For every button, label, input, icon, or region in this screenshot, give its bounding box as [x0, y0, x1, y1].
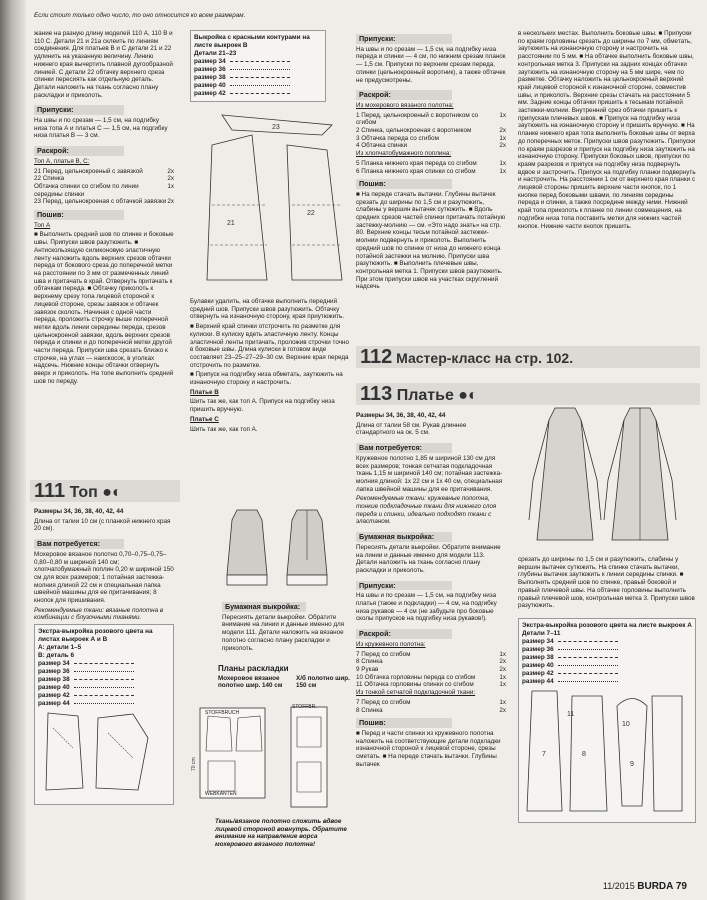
size-line: размер 36 — [522, 646, 692, 654]
layout-heading: Планы раскладки — [218, 664, 289, 673]
m113-need-heading: Вам потребуется: — [356, 443, 452, 453]
binding-shadow — [0, 0, 26, 900]
m113-cut-heading: Раскрой: — [356, 629, 452, 639]
column-1 — [34, 30, 174, 388]
m113-allow-heading: Припуски: — [356, 581, 452, 591]
m113-sew-text: ■ Перед и части спинки из кружевного полотна наложить на соответствующие детали подкладки изнаночной стороной к лицевой стороне, срезы сметать. ■ На переде стачать вытачки. Глубины вытачек — [356, 729, 501, 768]
m113-box-parts: Детали 7–11 — [522, 629, 561, 637]
m111-pattern-box — [34, 624, 174, 805]
m113-rec: Рекомендуемые ткани: кружевные полотна, тонкие подкладочные ткани для нижнего слоя переда и спинки, идеально подходят ткани с эластаном. — [356, 495, 497, 526]
model-111-banner: 111 Топ ●◐ — [30, 480, 180, 502]
m113-cut-sub1: Из кружевного полотна: — [356, 640, 426, 648]
col1-intro: жание на разную длину моделей 110 А, 110 В и 110 С. Детали 21 и 21а склеить по линиям соединения. Для платьев В и С детали 21 и 22 удлинить на указанную величину. Линию нижнего края вычертить плавной дугообразной линией. С детали 22 обтачку верхнего среза спинки пересиять как отдельную деталь. Детали наложить на ткань согласно плану раскладки и приколоть. — [34, 30, 173, 99]
m111-pattern-drawing — [38, 708, 168, 798]
col1-cut-heading: Раскрой: — [34, 146, 124, 156]
m113-length: Длина от талии 58 см. Рукав длиннее стандартного на ок. 5 см. — [356, 421, 467, 437]
m113-paper-heading: Бумажная выкройка: — [356, 532, 452, 542]
m113-sizes: Размеры 34, 36, 38, 40, 42, 44 — [356, 412, 446, 419]
cut-item: 21 Перед, цельнокроеный с завязкой 2x — [34, 167, 174, 175]
col4-text2: срезать до ширины по 1,5 см и разутюжить, слабины у вершин вытачек сутюжить. На спинке стачать вытачки, глубины вытачек заутюжить к линии середины спинки. ■ Выполнить средний шов по спинке, правый боковой и правый плечевой швы. На обтачке горловины выполнить правый плечевой шов, контрольная метка 3. Припуски швов разутюжить. — [518, 556, 695, 610]
layout-right-label: Х/б полотно шир. 150 см — [296, 674, 350, 690]
col2-text3: ■ Припуск на подгибку низа обметать, заутюжить на изнаночную сторону и настрочить. — [190, 371, 343, 387]
m113-sew-heading: Пошив: — [356, 718, 452, 728]
cut-item: 4 Обтачка спинки 2x — [356, 142, 506, 150]
size-line: размер 38 — [194, 74, 322, 82]
col2-text1: Булавки удалить, на обтачке выполнить передний средний шов. Припуски швов разутюжить. Обтачку отвернуть на изнаночную сторону, края приутюжить. — [190, 298, 345, 321]
col2-pattern-box: Выкройка с красными контурами на листе выкроек В Детали 21–23 размер 34 размер 36 размер 38 размер 40 размер 42 — [190, 30, 326, 102]
layout-note: Ткань/вязаное полотно сложить вдвое лицевой стороной вовнутрь. Обратите внимание на направление ворса мохерового вязаного полотна! — [215, 818, 347, 849]
m111-box-a: А: детали 1–5 — [38, 644, 82, 652]
svg-text:21: 21 — [227, 220, 235, 227]
dress-c-text: Шить так же, как топ А. — [190, 425, 258, 433]
label-webkanten: WEBKANTEN — [205, 791, 237, 797]
cut-item: 10 Обтачка горловины переда со сгибом 1x — [356, 673, 506, 681]
svg-text:10: 10 — [622, 720, 630, 728]
svg-text:9: 9 — [630, 760, 634, 768]
cut-item: 7 Перед со сгибом 1x — [356, 650, 506, 658]
svg-text:23: 23 — [272, 124, 280, 131]
footer-page-number: 79 — [675, 881, 687, 892]
size-line: размер 34 — [522, 638, 692, 646]
cut-item: Обтачка спинки со сгибом по линии середины спинки 1x — [34, 182, 174, 198]
size-line: размер 36 — [194, 66, 322, 74]
col3-sew-text: ■ На переде стачать вытачки. Глубины вытачек срезать до ширины по 1,5 см и разутюжить, слабины у вершин вытачек сутюжить. ■ Вдоль средних срезов частей спинки притачать потайную застежку-молнию — см. «Это надо знать» на стр. 80. Верхние концы тесьм потайной застежки-молнии подвернуть и приколоть. Выполнить средний шов по спинке от низа до нижнего конца потайной застежки на молнию. Припуски шва разутюжить. ■ Выполнить плечевые швы, контрольная метка 1. Припуски швов разутюжить. При этом припуски швов на участках скруглений надсечь — [356, 190, 506, 291]
size-line: размер 40 — [522, 662, 692, 670]
size-line: размер 42 — [194, 90, 322, 98]
cut-item: 8 Спинка 2x — [356, 706, 506, 714]
m111-need-text: Мохеровое вязаное полотно 0,70–0,75–0,75–0,80–0,80 м шириной 140 см; хлопчатобумажный поплин 0,20 м шириной 150 см для всех размеров; 1 потайная застежка-молния длиной 22 см и специальная лапка швейной машины для ее притачивания; 8 кнопок для пришивания. — [34, 550, 174, 605]
m111-sizes: Размеры 34, 36, 38, 40, 42, 44 — [34, 508, 124, 515]
cut-item: 22 Спинка 2x — [34, 175, 174, 183]
col1-allow-heading: Припуски: — [34, 105, 124, 115]
label-stoffbruch: STOFFBRUCH — [205, 710, 240, 716]
col1-sew-heading: Пошив: — [34, 210, 124, 220]
svg-text:70 cm: 70 cm — [191, 757, 197, 771]
column-4-text2 — [518, 556, 696, 823]
col1-cut-sub: Топ А, платья В, С: — [34, 157, 90, 165]
col3-cut-heading: Раскрой: — [356, 90, 452, 100]
svg-text:7: 7 — [542, 750, 546, 758]
size-line: размер 38 — [522, 654, 692, 662]
top-note: Если стоит только одно число, то оно относится ко всем размерам. — [34, 12, 246, 19]
cut-item: 8 Спинка 2x — [356, 658, 506, 666]
svg-text:22: 22 — [307, 210, 315, 217]
cut-item: 5 Планка нижнего края переда со сгибом 1x — [356, 159, 506, 167]
dress-c-heading: Платье С — [190, 415, 219, 423]
col3-allow-text: На швы и по срезам — 1,5 см, на подгибку низа переда и спинки — 4 см, по нижним срезам планок — 1,5 см. Припуски по верхним срезам переда, спинки (цельнокроеный воротник), а также обтачек не предусмотрены. — [356, 45, 506, 84]
pattern-drawing-21-23 — [192, 105, 352, 295]
cut-item: 9 Рукав 2x — [356, 665, 506, 673]
m113-cut-sub2: Из тонкой сетчатой подкладочной ткани: — [356, 689, 476, 697]
label-stoffbr: STOFFBR. — [292, 704, 317, 710]
model-112-banner: 112 Мастер-класс на стр. 102. — [356, 346, 700, 368]
cut-item: 11 Обтачка горловины спинки со сгибом 1x — [356, 681, 506, 689]
size-line: размер 34 — [38, 660, 170, 668]
size-line: размер 42 — [522, 670, 692, 678]
layout-left-label: Мохеровое вязаное полотно шир. 140 см — [218, 674, 283, 690]
cut-item: 7 Перед со сгибом 1x — [356, 698, 506, 706]
m113-need-text: Кружевное полотно 1,85 м шириной 130 см для всех размеров; тонкая сетчатая подкладочная ткань 1,15 м шириной 140 см; потайная застежка-молния длиной: 1х 22 см и 1х 40 см, специальная лапка швейной машины для ее притачивания. — [356, 454, 503, 493]
size-line: размер 40 — [194, 82, 322, 90]
m113-paper-text: Пересиять детали выкройки. Обратите внимание на линии и данные именно для модели 113. Детали наложить на ткань согласно плану раскладки и приколоть. — [356, 543, 501, 574]
model-113-banner: 113 Платье ●◐ — [356, 383, 700, 405]
m111-paper-block — [222, 598, 352, 654]
col3-cut-sub1: Из мохерового вязаного полотна: — [356, 101, 454, 109]
svg-text:11: 11 — [567, 710, 575, 718]
size-line: размер 38 — [38, 676, 170, 684]
cut-item: 6 Планка нижнего края спинки со сгибом 1x — [356, 167, 506, 175]
cut-item: 1 Перед, цельнокроеный с воротником со сгибом 1x — [356, 111, 506, 127]
m113-allow-text: На швы и по срезам — 1,5 см, на подгибку низа платья (также и подкладки) — 4 см, на подгибку низа рукавов — 4 см (не забудьте про боковые сколы припусков на подгибку низа рукавов!). — [356, 592, 497, 623]
top-111-illustration — [222, 505, 342, 595]
size-line: размер 36 — [38, 668, 170, 676]
col3-sew-heading: Пошив: — [356, 179, 452, 189]
size-line: размер 44 — [38, 700, 170, 708]
m111-paper-heading: Бумажная выкройка: — [222, 602, 306, 612]
m113-pattern-drawing — [522, 686, 687, 816]
dress-b-text: Шить так же, как топ А. Припуск на подгибку низа пришить вручную. — [190, 398, 335, 414]
m111-box-b: В: деталь 6 — [38, 652, 75, 660]
page-footer — [603, 881, 687, 892]
column-4 — [518, 30, 696, 232]
size-line: размер 34 — [194, 58, 322, 66]
dress-b-heading: Платье В — [190, 388, 219, 396]
column-2 — [190, 30, 350, 102]
col1-allow-text: На швы и по срезам — 1,5 см, на подгибку низа топа А и платья С — 1,5 см, на подгибку низа платья В — 3 см. — [34, 117, 168, 140]
m111-paper-text: Пересиять детали выкройки. Обратите внимание на линии и данные именно для модели 111. Детали наложить на вязаное полотно согласно плану раскладки и приколоть. — [222, 613, 345, 652]
layout-plans — [218, 665, 354, 692]
m111-rec: Рекомендуемые ткани: вязаные полотна в комбинации с блузочными тканями. — [34, 606, 164, 622]
footer-issue: 11/2015 — [602, 881, 635, 891]
dress-113-illustration — [515, 400, 695, 550]
size-line: размер 44 — [522, 678, 692, 686]
size-line: размер 40 — [38, 684, 170, 692]
footer-brand: BURDA — [637, 881, 674, 892]
col1-sew-sub: Топ А — [34, 221, 51, 229]
col2-text2: ■ Верхний край спинки отстрочить по разметке для кулиски. В кулиску вдеть эластичную ленту. Концы эластичной ленты притачать, проложив строчки точно в боковые швы. Длина кулиски в готовом виде составляет 23–25–27–29–30 см. Верхние края переда отстрочить по разметке. — [190, 323, 349, 369]
col4-text: в нескольких местах. Выполнить боковые швы. ■ Припуски по краям горловины срезать до ширины по 7 мм, обметать, заутюжить на изнаночную сторону и настрочить на расстоянии по 5 мм. ■ На обтачке выполнить боковые швы, контрольная метка 3. Припуски на задних концах обтачки заутюжить на изнаночную сторону на 5 мм шире, чем по разметке. Обтачку наложить на цельнокроеный верхний край лицевой стороной к изнаночной стороне, совместив швы, и приколоть. Верхние срезы стачать на расстоянии 5 мм. Задние концы обтачки пришить к тесьмам потайной застежки-молнии. Внутренний срез обтачки пришить к припускам плечевых швов. ■ Припуск на подгибку низа заутюжить на изнаночную сторону и пришить вручную. ■ На планке нижнего края топа выполнить боковые швы от верха до поперечных меток. Припуски швов разутюжить. Припуски по краям разрезов и припуск на подгибку низа заутюжить на изнаночную сторону. Припуски боковых швов, припуски по краям разрезов и припуск на подгибку низа подвернуть вдвое и застрочить. Припуск на подгибку планки подвернуть и настрочить. На расстоянии 1 см от верхнего края планки с лицевой стороны пришить верхние части кнопок, по 1 кнопке перед боковыми швами, по линиям середины переда и спинки, а также посредине между ними. Нижний край топа приколоть к планке по линии совмещения, на подгибке низа топа поставить метки для нижних частей кнопок. Нижние части кнопок пришить. — [518, 30, 696, 230]
m111-length: Длина от талии 10 см (с планкой нижнего края 20 см). — [34, 517, 171, 533]
col1-sew-text: ■ Выполнить средний шов по спинке и боковые швы. Припуски швов разутюжить. ■ Антискользящую силиконовую эластичную ленту наложить вдоль верхних срезов обтачки переда от бокового среза до поперечной метки на расстоянии по 3 мм от размеченных линий шва и притачать в край. Отвернуть притачать к обтачкам переда. ■ Обтачку приколоть к верхнему срезу топа лицевой стороной к лицевой стороне, срезы завязок и обтачек завязок сколоть. Начиная с одной части переда, проложить строчку выше поперечной метки вдоль линии середины переда, срезов цельнокроеной завязки, вдоль верхних срезов переда и спинки и до поперечной метки другой части переда. Припуски шва срезать близко к строчке, на углах — наискосок, в уголках надсечь. Нижние концы обтачки отвернуть вверх и приколоть. На топе выполнить средний шов по переду. — [34, 231, 174, 385]
m113-pattern-box — [518, 618, 696, 823]
column-3 — [356, 30, 506, 293]
model-111-info — [34, 508, 174, 805]
layout-diagram-cotton — [285, 702, 335, 812]
cut-item: 23 Перед, цельнокроеная с обтачкой завязки 2x — [34, 198, 174, 206]
col3-allow-heading: Припуски: — [356, 34, 452, 44]
cut-item: 2 Спинка, цельнокроеная с воротником 2x — [356, 127, 506, 135]
m111-box-title: Экстра-выкройка розового цвета на листах выкроек А и В — [38, 628, 153, 644]
model-113-info — [356, 412, 506, 770]
m113-box-title: Экстра-выкройка розового цвета на листе выкроек А — [522, 621, 692, 629]
col3-cut-sub2: Из хлопчатобумажного поплина: — [356, 150, 452, 158]
column-2-text — [190, 298, 350, 435]
cut-item: 3 Обтачка переда со сгибом 1x — [356, 134, 506, 142]
size-line: размер 42 — [38, 692, 170, 700]
svg-text:8: 8 — [582, 750, 586, 758]
m111-need-heading: Вам потребуется: — [34, 539, 124, 549]
